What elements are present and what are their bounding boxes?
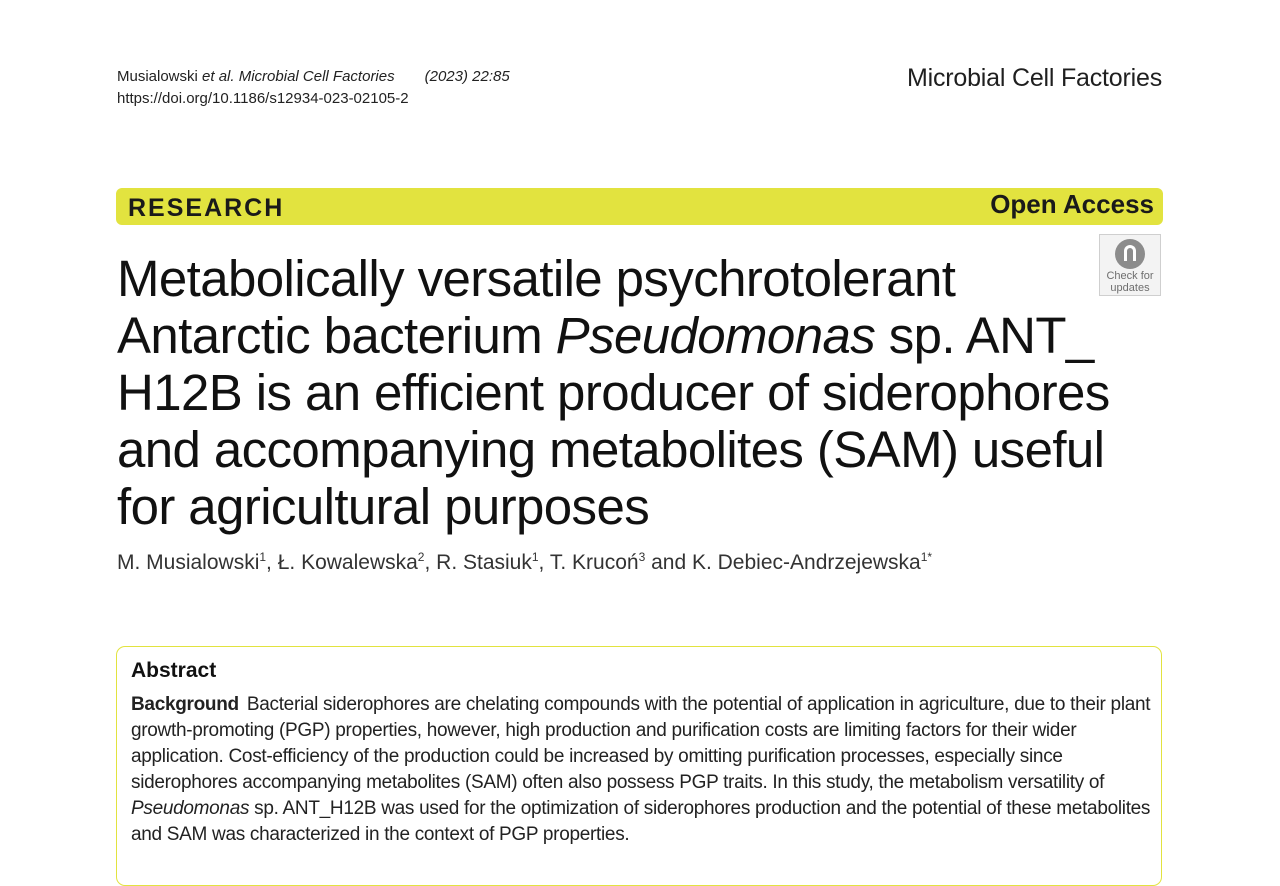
- author-name[interactable]: R. Stasiuk: [436, 551, 532, 574]
- author-name[interactable]: Ł. Kowalewska: [277, 551, 418, 574]
- author-separator: ,: [424, 551, 437, 574]
- article-type-banner: [116, 188, 1163, 225]
- title-part2: sp. ANT_ H12B is an efficient producer of siderophores and accompanying metabolites (SAM) useful for agricultural purposes: [117, 307, 1110, 535]
- author-name[interactable]: M. Musialowski: [117, 551, 260, 574]
- author-separator: ,: [538, 551, 550, 574]
- citation-year-volume: (2023) 22:85: [424, 68, 510, 85]
- citation-et-al: et al.: [202, 68, 235, 85]
- abstract-background: [131, 692, 1151, 848]
- author-name[interactable]: T. Krucoń: [549, 551, 639, 574]
- author-affiliation: 1*: [920, 550, 933, 564]
- author-separator: and: [645, 551, 692, 574]
- author-list: [117, 551, 932, 575]
- background-label: Background: [131, 694, 239, 715]
- article-header-citation: [117, 66, 510, 110]
- check-updates-line1: Check for: [1106, 270, 1154, 282]
- journal-name: Microbial Cell Factories: [907, 64, 1162, 92]
- author-affiliation: 1: [259, 550, 267, 564]
- doi-link[interactable]: https://doi.org/10.1186/s12934-023-02105-2: [117, 90, 409, 107]
- bookmark-icon: [1115, 239, 1145, 269]
- abstract-italic: Pseudomonas: [131, 798, 250, 819]
- citation-author: Musialowski: [117, 68, 198, 85]
- author-name[interactable]: K. Debiec-Andrzejewska: [691, 551, 921, 574]
- open-access-label: Open Access: [990, 189, 1154, 219]
- abstract-box: [116, 646, 1162, 886]
- title-italic: Pseudomonas: [555, 307, 876, 364]
- article-type-label: RESEARCH: [128, 194, 285, 222]
- abstract-text-part2: sp. ANT_H12B was used for the optimization of siderophores production and the potential of these metabolites and SAM was characterized in the context of PGP properties.: [131, 798, 1151, 845]
- title-part1: Metabolically versatile psychrotolerant Antarctic bacterium: [117, 250, 956, 364]
- abstract-heading: Abstract: [131, 659, 217, 682]
- citation-line: [117, 66, 510, 88]
- abstract-text-part1: Bacterial siderophores are chelating compounds with the potential of application in agriculture, due to their plant growth-promoting (PGP) properties, however, high production and purification costs are limiting factors for their wider application. Cost-efficiency of the production could be increased by omitting purification processes, especially since siderophores accompanying metabolites (SAM) often also possess PGP traits. In this study, the metabolism versatility of: [131, 694, 1151, 793]
- author-affiliation: 1: [531, 550, 539, 564]
- article-title: [117, 250, 1117, 535]
- author-separator: ,: [266, 551, 278, 574]
- author-affiliation: 3: [638, 550, 646, 564]
- check-updates-line2: updates: [1110, 282, 1150, 294]
- author-affiliation: 2: [417, 550, 425, 564]
- citation-journal: Microbial Cell Factories: [238, 68, 395, 85]
